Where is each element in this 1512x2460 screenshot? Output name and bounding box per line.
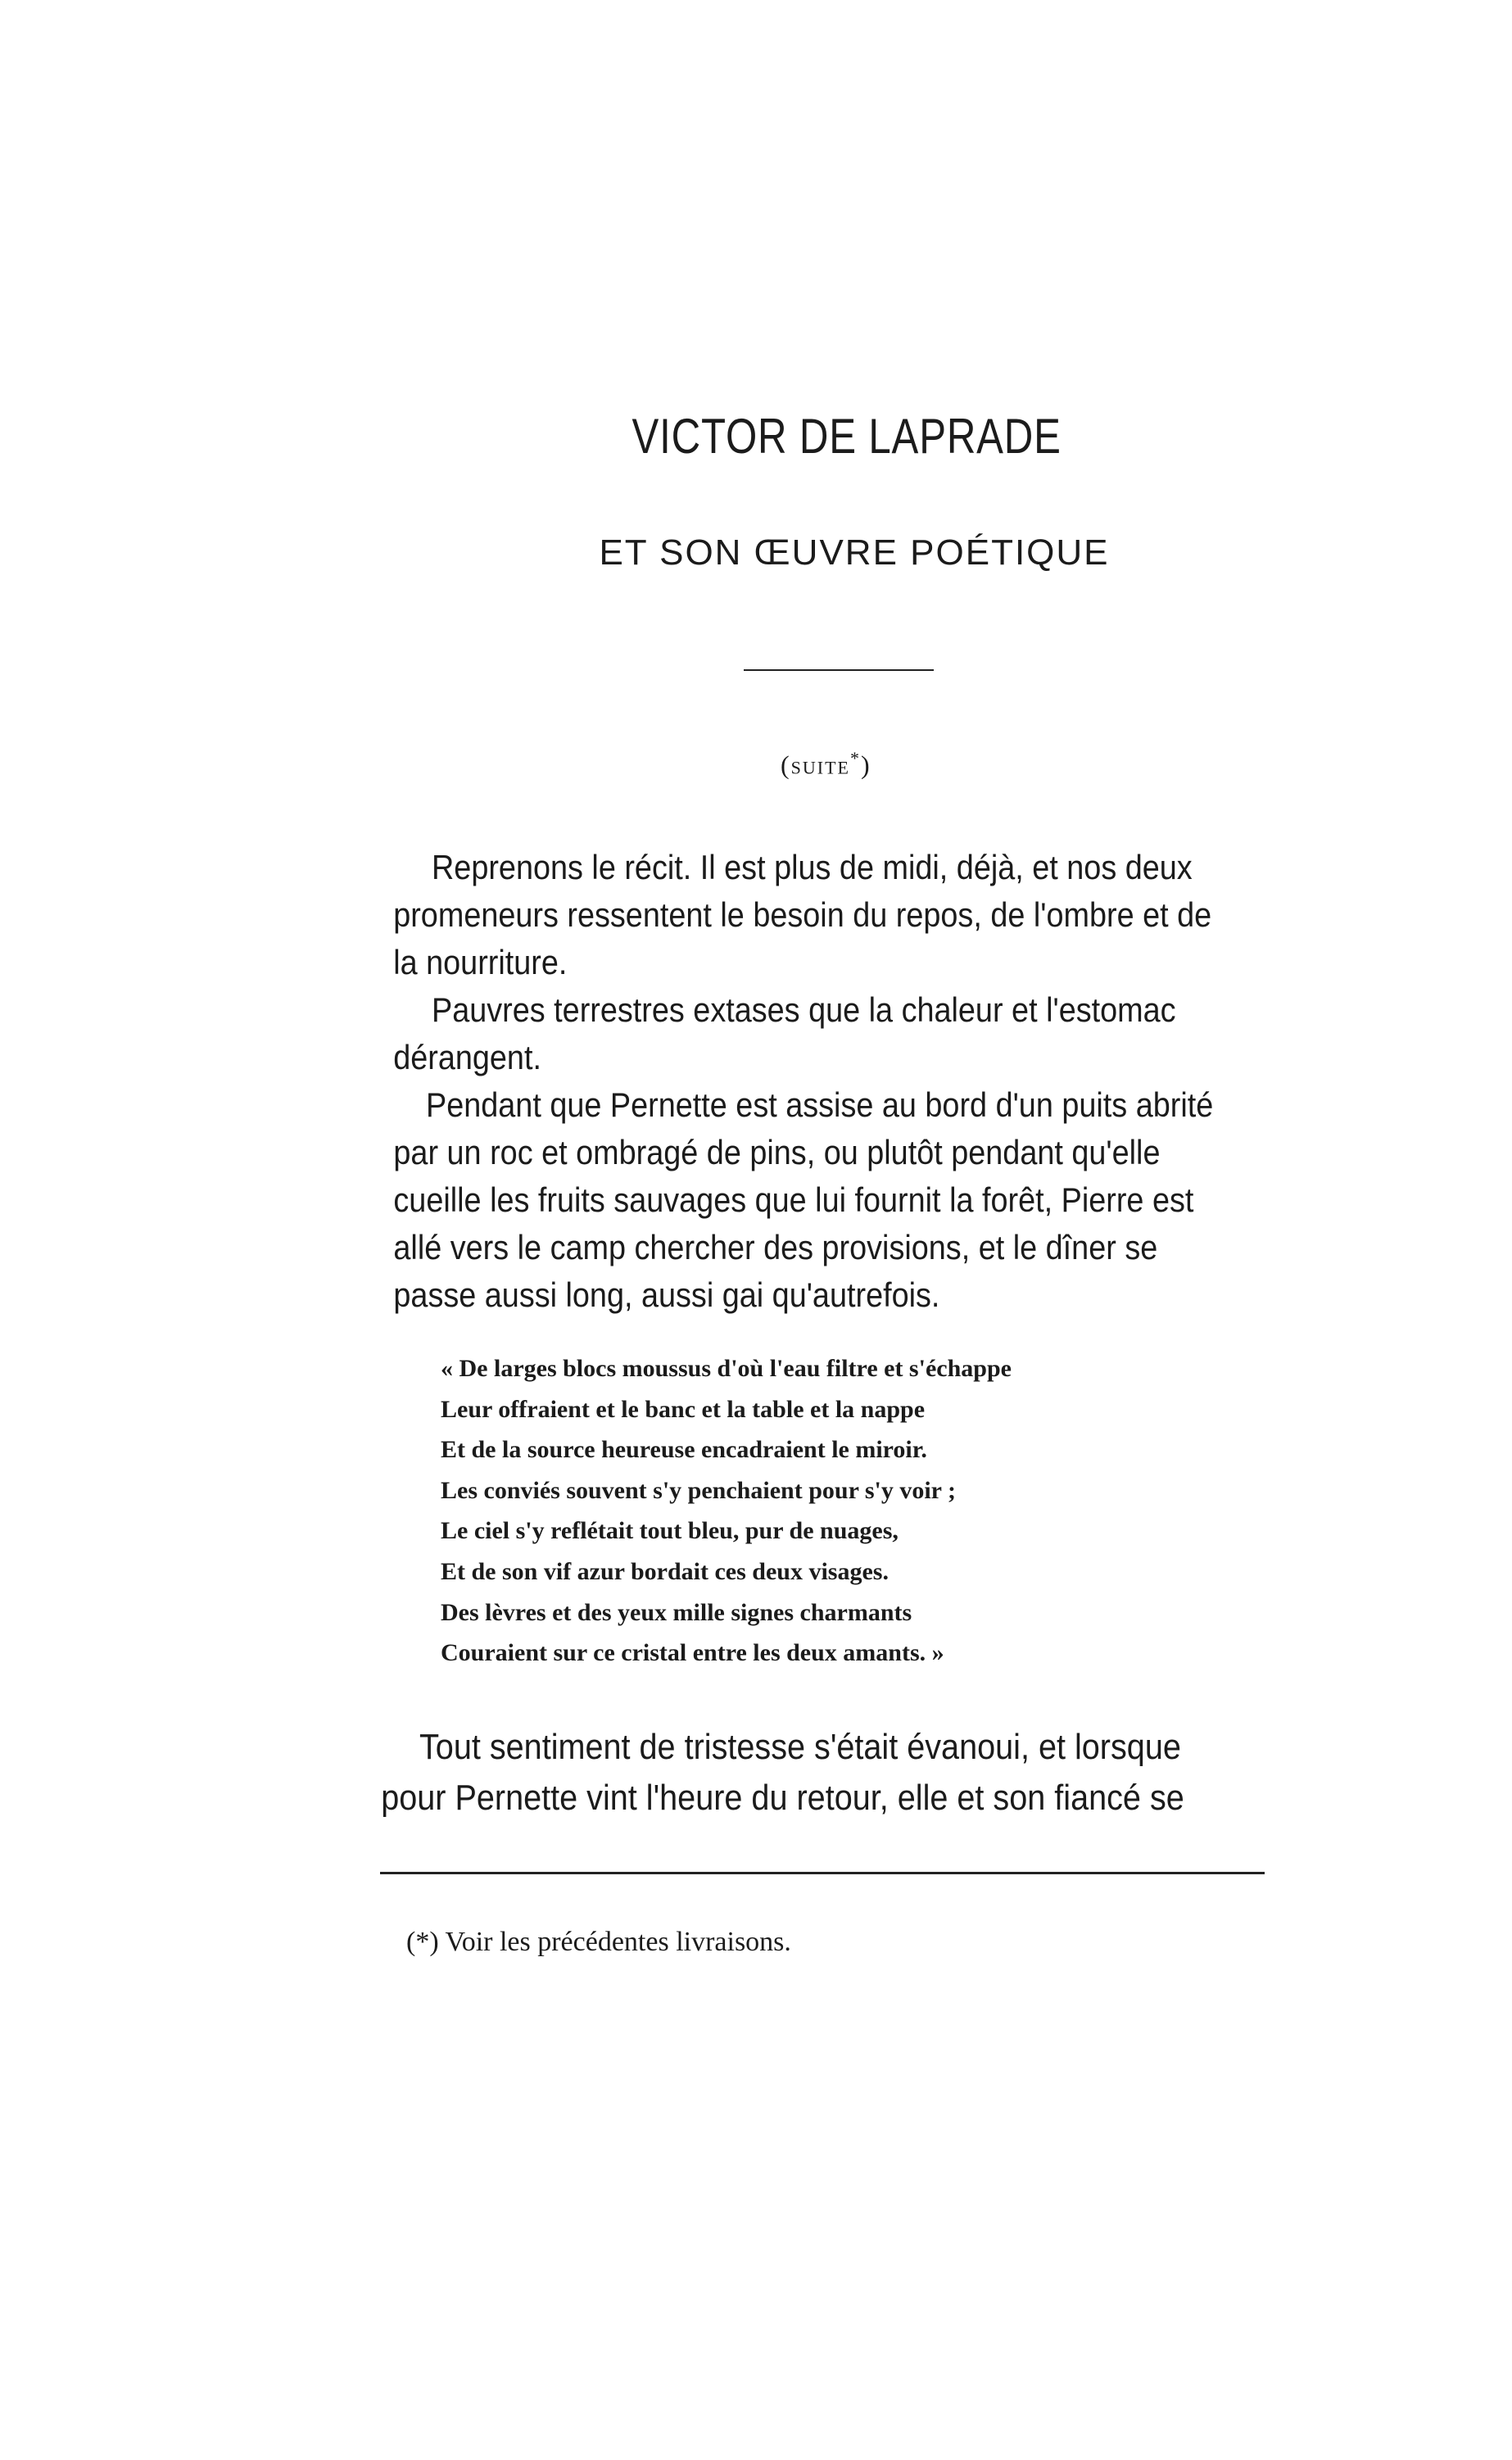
continuation-open-paren: ( xyxy=(781,750,791,780)
text-line: pour Pernette vint l'heure du retour, elle et son fiancé se xyxy=(381,1778,1184,1818)
footnote-marker: * xyxy=(849,748,861,768)
continuation-word: suite xyxy=(790,750,850,780)
footnote-divider xyxy=(380,1872,1265,1874)
article-subtitle: ET SON ŒUVRE POÉTIQUE xyxy=(599,532,1110,573)
text-line: passe aussi long, aussi gai qu'autrefois. xyxy=(393,1275,940,1314)
verse-line: Le ciel s'y reflétait tout bleu, pur de nuages, xyxy=(441,1517,899,1545)
paragraph-3 xyxy=(393,1081,1214,1319)
text-line: promeneurs ressentent le besoin du repos, de l'ombre et de xyxy=(393,895,1212,934)
continuation-note xyxy=(781,748,871,781)
verse-line: Et de son vif azur bordait ces deux visages. xyxy=(441,1557,889,1585)
footnote: (*) Voir les précédentes livraisons. xyxy=(406,1927,791,1957)
text-line: cueille les fruits sauvages que lui fournit la forêt, Pierre est xyxy=(393,1180,1194,1219)
text-line: Pendant que Pernette est assise au bord d'un puits abrité xyxy=(426,1085,1214,1124)
text-line: Reprenons le récit. Il est plus de midi, déjà, et nos deux xyxy=(432,848,1193,886)
text-line: Tout sentiment de tristesse s'était évanoui, et lorsque xyxy=(419,1727,1181,1767)
verse-quotation xyxy=(441,1348,1012,1674)
verse-line: Leur offraient et le banc et la table et la nappe xyxy=(441,1395,926,1423)
verse-line: Couraient sur ce cristal entre les deux amants. » xyxy=(441,1639,944,1667)
verse-line: Les conviés souvent s'y penchaient pour s'y voir ; xyxy=(441,1476,956,1504)
verse-line: « De larges blocs moussus d'où l'eau filtre et s'échappe xyxy=(441,1355,1012,1382)
text-line: par un roc et ombragé de pins, ou plutôt pendant qu'elle xyxy=(393,1133,1161,1171)
text-line: Pauvres terrestres extases que la chaleur et l'estomac xyxy=(432,990,1176,1029)
continuation-close-paren: ) xyxy=(860,750,871,780)
verse-line: Et de la source heureuse encadraient le miroir. xyxy=(441,1436,927,1464)
paragraph-2 xyxy=(393,986,1176,1081)
paragraph-1 xyxy=(393,844,1212,986)
article-title: VICTOR DE LAPRADE xyxy=(632,409,1062,464)
verse-line: Des lèvres et des yeux mille signes charmants xyxy=(441,1598,912,1626)
text-line: dérangent. xyxy=(393,1038,541,1076)
text-line: allé vers le camp chercher des provisions, et le dîner se xyxy=(393,1228,1158,1266)
text-line: la nourriture. xyxy=(393,943,568,981)
title-divider xyxy=(744,669,934,671)
paragraph-4 xyxy=(381,1722,1184,1823)
